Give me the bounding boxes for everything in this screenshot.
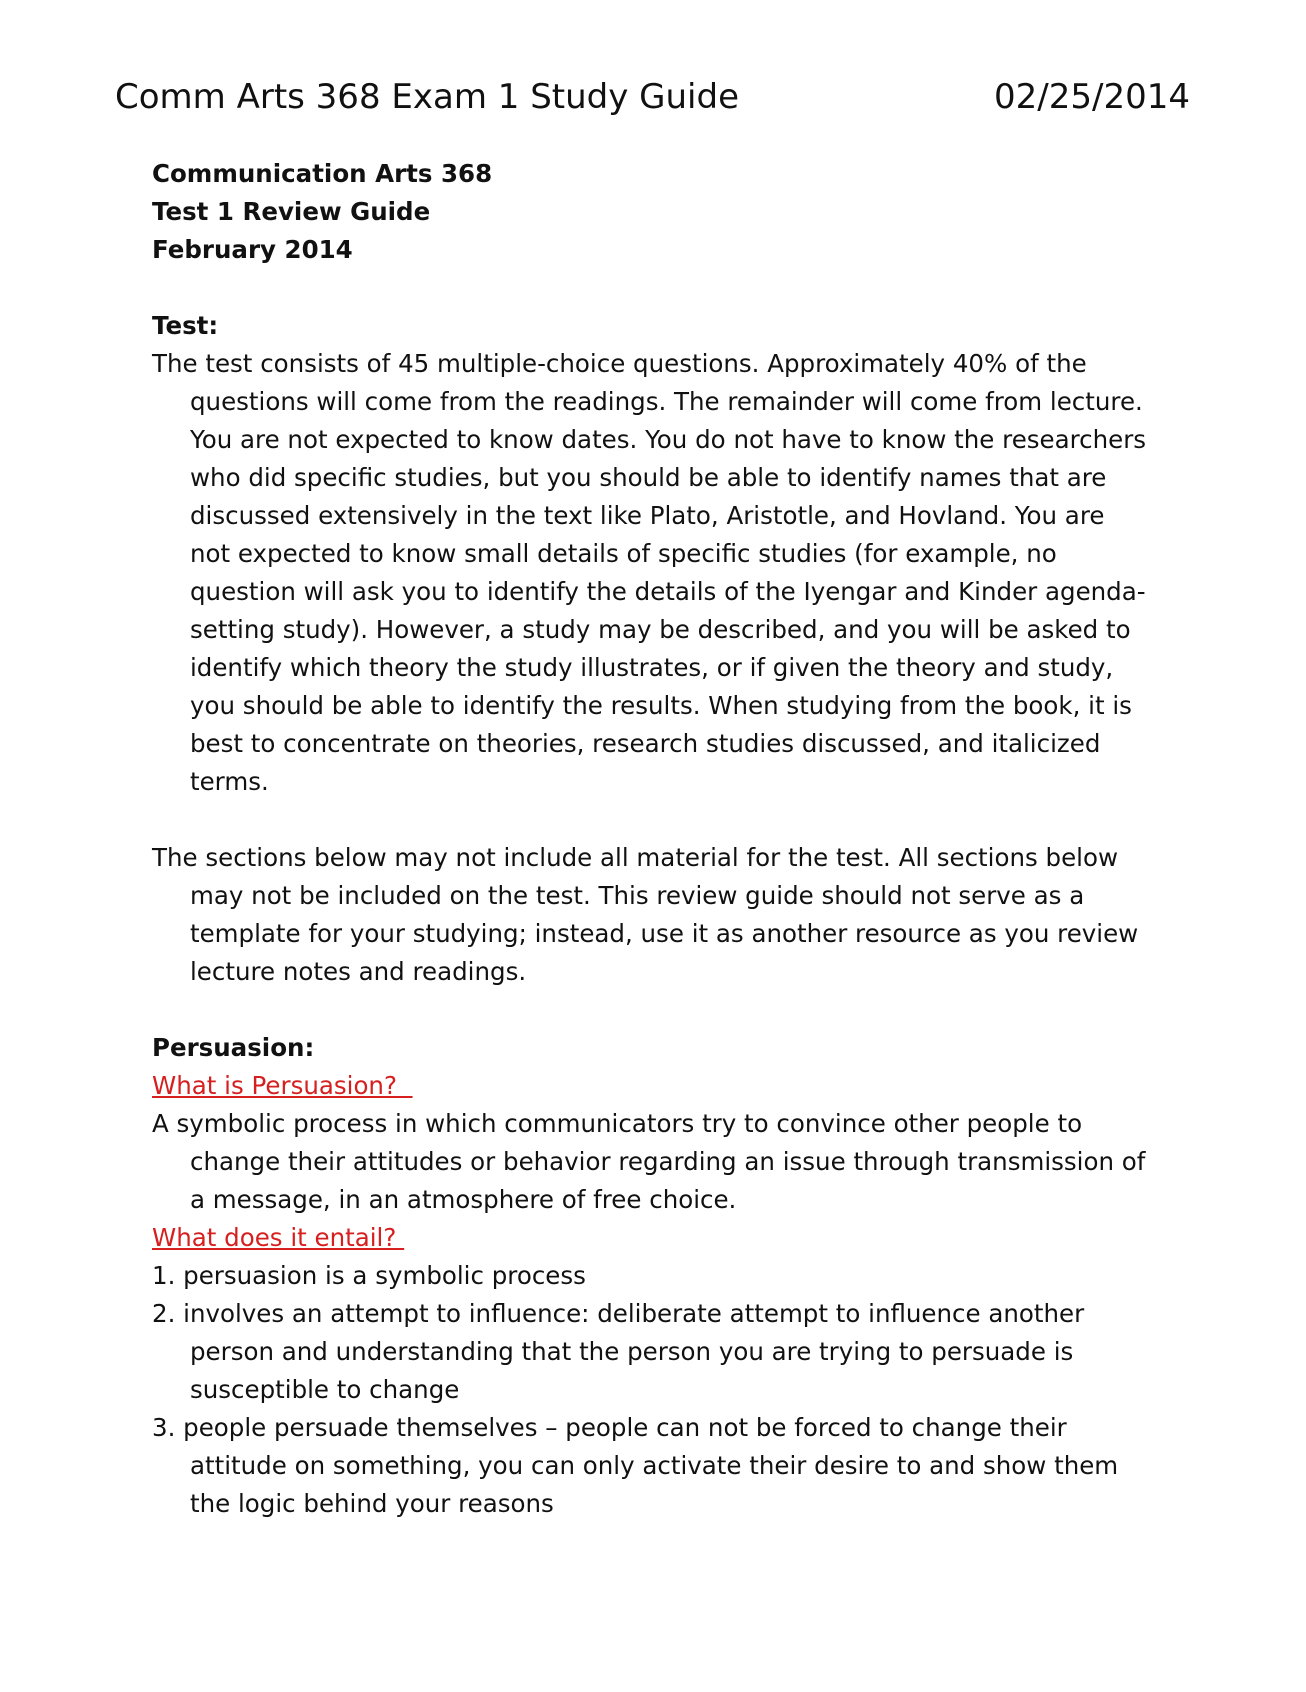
test-paragraph: The test consists of 45 multiple-choice questions. Approximately 40% of the questions will come from the readings. The remainder will come from lecture. You are not expected to know dates. You do not have to know the researchers who did specific studies, but you should be able to identify names that are discussed extensively in the text like Plato, Aristotle, and Hovland. You are not expected to know small details of specific studies (for example, no question will ask you to identify the details of the Iyengar and Kinder agenda-setting study). However, a study may be described, and you will be asked to identify which theory the study illustrates, or if given the theory and study, you should be able to identify the results. When studying from the book, it is best to concentrate on theories, research studies discussed, and italicized terms. xyxy=(152,349,1147,796)
list-item: 1. persuasion is a symbolic process xyxy=(152,1261,586,1290)
guide-heading: Test 1 Review Guide xyxy=(152,197,431,226)
what-is-persuasion-link[interactable]: What is Persuasion? xyxy=(152,1071,413,1100)
document-title: Comm Arts 368 Exam 1 Study Guide xyxy=(115,77,740,117)
document-body xyxy=(152,155,1152,1523)
document-date: 02/25/2014 xyxy=(994,77,1190,117)
what-does-it-entail-link[interactable]: What does it entail? xyxy=(152,1223,405,1252)
date-heading: February 2014 xyxy=(152,235,353,264)
course-heading: Communication Arts 368 xyxy=(152,159,493,188)
sections-paragraph: The sections below may not include all material for the test. All sections below may not be included on the test. This review guide should not serve as a template for your studying; instead, use it as another resource as you review lecture notes and readings. xyxy=(152,843,1139,986)
persuasion-heading: Persuasion: xyxy=(152,1033,315,1062)
list-item: 2. involves an attempt to influence: deliberate attempt to influence another person and understanding that the person you are trying to persuade is susceptible to change xyxy=(152,1299,1085,1404)
test-heading: Test: xyxy=(152,311,219,340)
page-header xyxy=(115,72,1190,122)
list-item: 3. people persuade themselves – people can not be forced to change their attitude on something, you can only activate their desire to and show them the logic behind your reasons xyxy=(152,1413,1119,1518)
persuasion-definition: A symbolic process in which communicators try to convince other people to change their attitudes or behavior regarding an issue through transmission of a message, in an atmosphere of free choice. xyxy=(152,1109,1146,1214)
